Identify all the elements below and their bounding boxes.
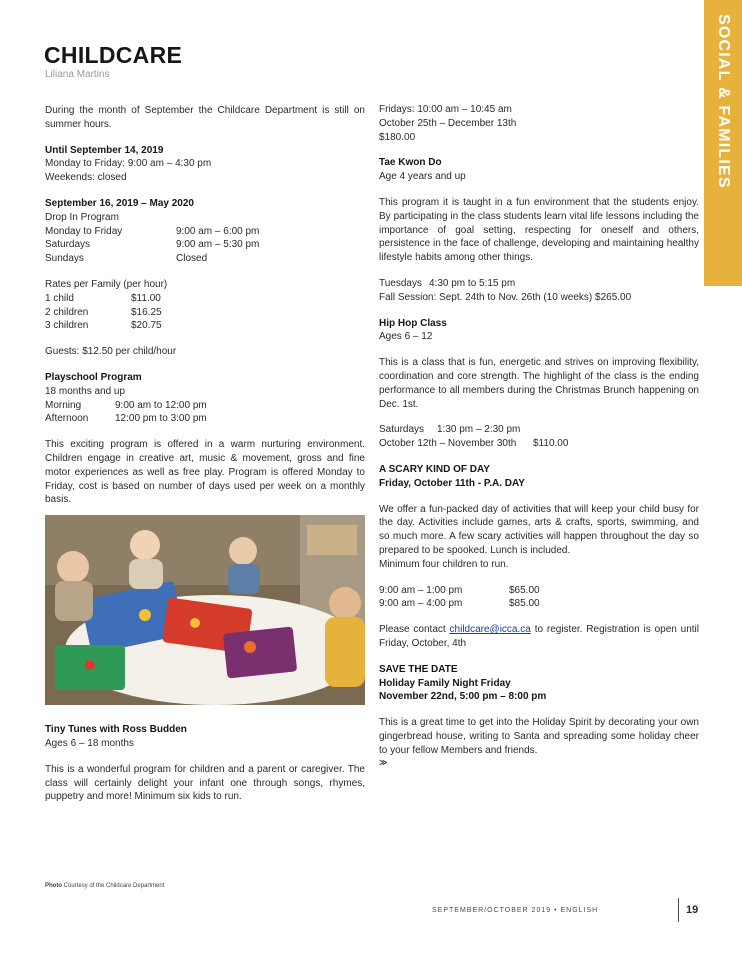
rate-price: $11.00 [131,292,161,304]
contact-pre: Please contact [379,624,446,636]
tiny-tunes-heading: Tiny Tunes with Ross Budden [45,724,187,736]
tiny-tunes-description: This is a wonderful program for children and a parent or caregiver. The class will certainly delight your infant one through songs, rhymes, puppetry and more! Minimum six kids to run. [45,763,365,803]
hours-time: 9:00 am – 5:30 pm [176,239,260,251]
hours-day: Monday to Friday [45,225,123,237]
rate-who: 2 children [45,306,89,318]
hiphop-time-row [379,423,699,437]
until-heading: Until September 14, 2019 [45,144,164,156]
drop-in-label: Drop In Program [45,211,119,223]
until-line-1: Monday to Friday: 9:00 am – 4:30 pm [45,158,212,170]
photo-credit-text: Courtesy of the Childcare Department [63,883,165,889]
rate-who: 1 child [45,292,74,304]
intro-paragraph: During the month of September the Childcare Department is still on summer hours. [45,105,365,130]
season-heading: September 16, 2019 – May 2020 [45,197,194,209]
hours-row [45,238,365,252]
save-the-date-heading: SAVE THE DATE [379,663,458,675]
end-of-article-icon: ≫ [379,758,388,768]
tkd-heading: Tae Kwon Do [379,157,442,169]
rate-row [45,319,365,333]
playschool-time-row [45,399,365,413]
scary-price: $65.00 [509,584,540,596]
scary-date: Friday, October 11th - P.A. DAY [379,477,525,489]
tiny-schedule-line: October 25th – December 13th [379,117,517,129]
playschool-age: 18 months and up [45,385,126,397]
tkd-time-row [379,277,699,291]
scary-price-time: 9:00 am – 1:00 pm [379,584,463,596]
left-column [45,104,365,804]
rate-who: 3 children [45,320,89,332]
scary-price-time: 9:00 am – 4:00 pm [379,598,463,610]
author-byline: Liliana Martins [45,69,110,80]
hours-row [45,225,365,239]
playschool-time-row [45,412,365,426]
hiphop-session-price: $110.00 [533,438,569,450]
photo-credit [45,882,164,890]
tkd-session: Fall Session: Sept. 24th to Nov. 26th (10 weeks) $265.00 [379,291,632,303]
playschool-time: 9:00 am to 12:00 pm [115,399,207,411]
tkd-description: This program it is taught in a fun environment that the students enjoy. By participating in the class students learn vital life lessons including the importance of goal setting, respecting for oneself and others, persistence in the face of challenge, developing and maintaining healthy lifestyle habits among other things. [379,196,699,264]
playschool-description: This exciting program is offered in a warm nurturing environment. Children engage in creative art, music & movement, gross and fine motor experiences as well as free play. Program is offered Monday to Friday, cost is based on number of days used per week on a monthly basis. [45,439,365,506]
holiday-night-heading: Holiday Family Night Friday [379,677,511,689]
playschool-time-label: Morning [45,399,82,411]
scary-heading: A SCARY KIND OF DAY [379,463,490,475]
tkd-time-label: Tuesdays [379,277,422,289]
rate-row [45,292,365,306]
hiphop-age: Ages 6 – 12 [379,331,433,343]
hours-day: Sundays [45,253,84,265]
hiphop-session-dates: October 12th – November 30th [379,438,517,450]
footer-divider [678,898,679,922]
hiphop-time: 1:30 pm – 2:30 pm [437,424,521,436]
scary-description: We offer a fun-packed day of activities that will keep your child busy for the day. Activities include games, arts & crafts, sports, swimming, and so much more. A few scary activities will happen throughout the day so prepared to be spooked. Lunch is included. [379,503,699,556]
contact-email-link[interactable]: childcare@icca.ca [449,624,531,636]
holiday-night-date: November 22nd, 5:00 pm – 8:00 pm [379,691,547,703]
holiday-description: This is a great time to get into the Holiday Spirit by decorating your own gingerbread house, writing to Santa and spreading some holiday cheer to your fellow Members and friends. [379,717,699,756]
hiphop-session-row [379,437,699,451]
tiny-schedule-line: Fridays: 10:00 am – 10:45 am [379,104,512,115]
hours-day: Saturdays [45,239,91,251]
section-tab-label: SOCIAL & FAMILIES [715,14,732,189]
scary-price-row [379,597,699,611]
guests-rate: Guests: $12.50 per child/hour [45,346,177,358]
right-column [379,103,699,769]
tkd-time: 4:30 pm to 5:15 pm [429,277,516,289]
photo-illustration [45,515,365,705]
children-playing-photo [45,515,365,705]
playschool-time-label: Afternoon [45,413,89,425]
contact-paragraph [379,623,699,651]
rate-price: $16.25 [131,306,162,318]
tiny-schedule-line: $180.00 [379,131,416,143]
section-tab [704,0,742,286]
page-number: 19 [686,904,699,916]
tkd-age: Age 4 years and up [379,171,466,183]
until-line-2: Weekends: closed [45,172,127,184]
hours-row [45,252,365,266]
hours-time: 9:00 am – 6:00 pm [176,225,260,237]
scary-price: $85.00 [509,598,540,610]
page-title: CHILDCARE [44,42,183,68]
tiny-tunes-age: Ages 6 – 18 months [45,737,134,749]
hiphop-description: This is a class that is fun, energetic and strives on improving flexibility, coordination and core strength. The highlight of the class is the ending performance to all members during the Christmas Brunch happening on Dec. 1st. [379,357,699,410]
hiphop-heading: Hip Hop Class [379,317,447,329]
scary-price-row [379,584,699,598]
hours-time: Closed [176,253,208,265]
photo-credit-label: Photo [45,883,62,889]
rates-heading: Rates per Family (per hour) [45,278,168,290]
rate-row [45,306,365,320]
rate-price: $20.75 [131,320,162,332]
playschool-time: 12:00 pm to 3:00 pm [115,413,207,425]
hiphop-time-label: Saturdays [379,424,425,436]
playschool-heading: Playschool Program [45,371,142,383]
contact-post: to register. Registration is open until Friday, October, 4th [379,624,700,649]
footer-issue: SEPTEMBER/OCTOBER 2019 • ENGLISH [432,907,599,914]
scary-minimum: Minimum four children to run. [379,558,509,570]
